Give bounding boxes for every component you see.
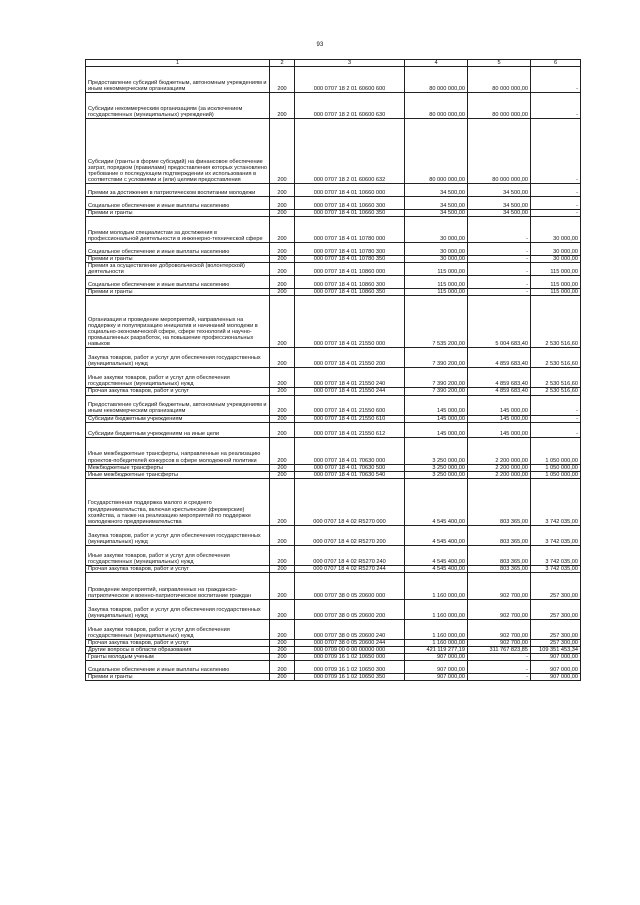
table-row [86, 464, 581, 471]
row-value-cell: 30 000,00 [405, 256, 468, 263]
row-value-cell: 257 300,00 [531, 572, 581, 599]
row-name-cell: Иные закупки товаров, работ и услуг для обеспечения государственных (муниципальных) нужд [86, 545, 270, 565]
row-classification-cell: 000 0707 18 4 01 21550 612 [295, 422, 405, 437]
table-row [86, 197, 581, 210]
row-classification-cell: 000 0707 18 4 01 10860 000 [295, 263, 405, 276]
row-value-cell: 7 535 200,00 [405, 296, 468, 348]
row-code-cell: 200 [270, 243, 295, 256]
row-value-cell: 4 545 400,00 [405, 565, 468, 572]
row-classification-cell: 000 0707 18 4 01 21550 200 [295, 348, 405, 368]
row-value-cell: 115 000,00 [405, 276, 468, 289]
row-value-cell: 3 250 000,00 [405, 464, 468, 471]
row-value-cell: 902 700,00 [468, 572, 531, 599]
row-code-cell: 200 [270, 256, 295, 263]
row-classification-cell: 000 0707 18 4 01 21550 610 [295, 415, 405, 422]
row-classification-cell: 000 0707 38 0 05 20600 200 [295, 599, 405, 619]
table-row [86, 388, 581, 395]
row-classification-cell: 000 0707 18 4 01 21550 240 [295, 368, 405, 388]
row-value-cell: - [531, 415, 581, 422]
row-code-cell: 200 [270, 348, 295, 368]
table-row [86, 661, 581, 674]
row-value-cell: 115 000,00 [405, 263, 468, 276]
row-value-cell: 1 050 000,00 [531, 464, 581, 471]
row-code-cell: 200 [270, 263, 295, 276]
row-name-cell: Закупка товаров, работ и услуг для обеспечения государственных (муниципальных) нужд [86, 348, 270, 368]
table-row [86, 217, 581, 243]
row-value-cell: 2 200 000,00 [468, 437, 531, 464]
row-name-cell: Социальное обеспечение и иные выплаты населению [86, 197, 270, 210]
column-header: 2 [270, 60, 295, 67]
row-name-cell: Закупка товаров, работ и услуг для обеспечения государственных (муниципальных) нужд [86, 599, 270, 619]
row-name-cell: Премия за осуществление добровольческой (волонтерской) деятельности [86, 263, 270, 276]
row-value-cell: - [531, 422, 581, 437]
row-value-cell: 34 500,00 [468, 197, 531, 210]
row-value-cell: 1 050 000,00 [531, 471, 581, 478]
row-classification-cell: 000 0707 18 4 01 21550 000 [295, 296, 405, 348]
row-value-cell: 902 700,00 [468, 599, 531, 619]
row-value-cell: 1 160 000,00 [405, 619, 468, 639]
row-value-cell: - [531, 395, 581, 415]
row-name-cell: Иные закупки товаров, работ и услуг для обеспечения государственных (муниципальных) нужд [86, 619, 270, 639]
row-name-cell: Премии за достижения в патриотическом воспитании молодежи [86, 184, 270, 197]
row-value-cell: 7 390 200,00 [405, 388, 468, 395]
row-value-cell: 4 859 683,40 [468, 348, 531, 368]
row-classification-cell: 000 0709 16 1 02 10650 300 [295, 661, 405, 674]
row-value-cell: 145 000,00 [468, 415, 531, 422]
row-value-cell: 803 365,00 [468, 478, 531, 525]
row-classification-cell: 000 0707 18 4 01 10780 000 [295, 217, 405, 243]
row-classification-cell: 000 0707 18 4 02 R5270 000 [295, 478, 405, 525]
row-code-cell: 200 [270, 464, 295, 471]
row-value-cell: 30 000,00 [405, 217, 468, 243]
row-name-cell: Премии и гранты [86, 674, 270, 681]
row-code-cell: 200 [270, 619, 295, 639]
table-row [86, 415, 581, 422]
row-code-cell: 200 [270, 276, 295, 289]
row-name-cell: Премии и гранты [86, 289, 270, 296]
table-row [86, 368, 581, 388]
row-code-cell: 200 [270, 639, 295, 646]
row-value-cell: 3 250 000,00 [405, 471, 468, 478]
row-value-cell: - [468, 217, 531, 243]
row-code-cell: 200 [270, 437, 295, 464]
page-number: 93 [316, 42, 324, 48]
row-classification-cell: 000 0707 18 4 01 70630 000 [295, 437, 405, 464]
row-value-cell: - [531, 210, 581, 217]
row-classification-cell: 000 0707 18 4 01 10780 300 [295, 243, 405, 256]
row-code-cell: 200 [270, 661, 295, 674]
row-name-cell: Субсидии некоммерческим организациям (за исключением государственных (муниципальных) учреждений) [86, 93, 270, 119]
row-value-cell: 2 530 516,60 [531, 348, 581, 368]
row-name-cell: Прочая закупка товаров, работ и услуг [86, 388, 270, 395]
row-value-cell: 145 000,00 [405, 422, 468, 437]
row-code-cell: 200 [270, 654, 295, 661]
row-value-cell: 902 700,00 [468, 639, 531, 646]
row-value-cell: 907 000,00 [531, 674, 581, 681]
row-value-cell: 145 000,00 [405, 415, 468, 422]
row-value-cell: 902 700,00 [468, 619, 531, 639]
row-name-cell: Субсидии бюджетным учреждениям на иные цели [86, 422, 270, 437]
row-code-cell: 200 [270, 289, 295, 296]
row-name-cell: Иные закупки товаров, работ и услуг для обеспечения государственных (муниципальных) нужд [86, 368, 270, 388]
row-name-cell: Социальное обеспечение и иные выплаты населению [86, 276, 270, 289]
table-row [86, 119, 581, 184]
row-value-cell: 2 200 000,00 [468, 464, 531, 471]
row-classification-cell: 000 0707 18 4 01 70630 540 [295, 471, 405, 478]
row-value-cell: - [468, 243, 531, 256]
row-value-cell: 34 500,00 [468, 210, 531, 217]
row-value-cell: 145 000,00 [468, 395, 531, 415]
column-header: 6 [531, 60, 581, 67]
row-value-cell: 115 000,00 [531, 276, 581, 289]
row-code-cell: 200 [270, 217, 295, 243]
table-row [86, 348, 581, 368]
row-code-cell: 200 [270, 415, 295, 422]
row-code-cell: 200 [270, 197, 295, 210]
row-code-cell: 200 [270, 545, 295, 565]
row-classification-cell: 000 0707 38 0 05 20600 240 [295, 619, 405, 639]
row-classification-cell: 000 0707 18 4 01 10860 350 [295, 289, 405, 296]
row-value-cell: 30 000,00 [531, 256, 581, 263]
table-row [86, 263, 581, 276]
table-row [86, 545, 581, 565]
row-code-cell: 200 [270, 67, 295, 93]
row-value-cell: 907 000,00 [531, 661, 581, 674]
row-value-cell: 5 004 683,40 [468, 296, 531, 348]
row-name-cell: Премии и гранты [86, 210, 270, 217]
row-code-cell: 200 [270, 368, 295, 388]
row-classification-cell: 000 0707 18 4 01 21550 600 [295, 395, 405, 415]
row-value-cell: 80 000 000,00 [468, 93, 531, 119]
table-row [86, 478, 581, 525]
table-row [86, 639, 581, 646]
row-name-cell: Социальное обеспечение и иные выплаты населению [86, 243, 270, 256]
row-value-cell: - [468, 256, 531, 263]
row-value-cell: 30 000,00 [531, 217, 581, 243]
column-header: 5 [468, 60, 531, 67]
row-value-cell: - [468, 654, 531, 661]
row-code-cell: 200 [270, 599, 295, 619]
row-classification-cell: 000 0707 38 0 05 20600 000 [295, 572, 405, 599]
table-row [86, 674, 581, 681]
table-row [86, 619, 581, 639]
row-name-cell: Межбюджетные трансферты [86, 464, 270, 471]
row-name-cell: Предоставление субсидий бюджетным, автономным учреждениям и иным некоммерческим организациям [86, 395, 270, 415]
row-value-cell: 3 250 000,00 [405, 437, 468, 464]
table-row [86, 437, 581, 464]
row-value-cell: 1 160 000,00 [405, 599, 468, 619]
table-row [86, 654, 581, 661]
budget-table [85, 59, 581, 681]
row-value-cell: - [531, 119, 581, 184]
row-value-cell: 2 530 516,60 [531, 368, 581, 388]
row-name-cell: Организация и проведение мероприятий, направленных на поддержку и популяризацию инициатив и начинаний молодежи в социально-экономической сфере, сфере технологий и научно-промышленных разработок, на повышение профессиональных навыков [86, 296, 270, 348]
row-value-cell: 2 530 516,60 [531, 388, 581, 395]
row-value-cell: 145 000,00 [405, 395, 468, 415]
row-name-cell: Прочая закупка товаров, работ и услуг [86, 639, 270, 646]
row-value-cell: 115 000,00 [405, 289, 468, 296]
table-row [86, 296, 581, 348]
row-name-cell: Иные межбюджетные трансферты, направленные на реализацию проектов-победителей конкурсов в сфере молодежной политики [86, 437, 270, 464]
row-value-cell: 257 300,00 [531, 599, 581, 619]
row-value-cell: 34 500,00 [405, 184, 468, 197]
row-name-cell: Государственная поддержка малого и среднего предпринимательства, включая крестьянские (фермерские) хозяйства, а также на реализацию мероприятий по поддержке молодежного предпринимательства [86, 478, 270, 525]
row-classification-cell: 000 0707 18 2 01 60600 632 [295, 119, 405, 184]
row-name-cell: Премии и гранты [86, 256, 270, 263]
row-value-cell: 3 742 035,00 [531, 525, 581, 545]
row-code-cell: 200 [270, 93, 295, 119]
row-value-cell: 80 000 000,00 [405, 93, 468, 119]
row-value-cell: 80 000 000,00 [405, 67, 468, 93]
table-row [86, 67, 581, 93]
row-value-cell: - [468, 661, 531, 674]
table-row [86, 525, 581, 545]
table-row [86, 572, 581, 599]
row-value-cell: 2 530 516,60 [531, 296, 581, 348]
column-header: 3 [295, 60, 405, 67]
row-value-cell: 803 365,00 [468, 545, 531, 565]
table-row [86, 395, 581, 415]
row-classification-cell: 000 0707 18 4 02 R5270 244 [295, 565, 405, 572]
row-value-cell: 1 160 000,00 [405, 639, 468, 646]
row-code-cell: 200 [270, 184, 295, 197]
row-value-cell: 907 000,00 [405, 674, 468, 681]
row-value-cell: 30 000,00 [405, 243, 468, 256]
row-code-cell: 200 [270, 395, 295, 415]
row-code-cell: 200 [270, 422, 295, 437]
table-row [86, 276, 581, 289]
row-name-cell: Гранты молодым ученым [86, 654, 270, 661]
row-classification-cell: 000 0707 18 4 01 10660 300 [295, 197, 405, 210]
row-classification-cell: 000 0707 18 2 01 60600 600 [295, 67, 405, 93]
table-body [86, 67, 581, 681]
row-code-cell: 200 [270, 647, 295, 654]
row-value-cell: 907 000,00 [405, 661, 468, 674]
row-value-cell: 4 545 400,00 [405, 478, 468, 525]
row-name-cell: Прочая закупка товаров, работ и услуг [86, 565, 270, 572]
row-value-cell: - [468, 289, 531, 296]
row-value-cell: - [531, 197, 581, 210]
row-classification-cell: 000 0709 16 1 02 10650 000 [295, 654, 405, 661]
column-header: 4 [405, 60, 468, 67]
row-name-cell: Субсидии бюджетным учреждениям [86, 415, 270, 422]
row-value-cell: - [531, 184, 581, 197]
row-value-cell: - [468, 263, 531, 276]
row-value-cell: 7 390 200,00 [405, 348, 468, 368]
row-value-cell: 30 000,00 [531, 243, 581, 256]
row-name-cell: Закупка товаров, работ и услуг для обеспечения государственных (муниципальных) нужд [86, 525, 270, 545]
table-row [86, 210, 581, 217]
table-row [86, 184, 581, 197]
row-value-cell: 34 500,00 [468, 184, 531, 197]
row-code-cell: 200 [270, 388, 295, 395]
row-name-cell: Иные межбюджетные трансферты [86, 471, 270, 478]
row-value-cell: 3 742 035,00 [531, 565, 581, 572]
table-row [86, 599, 581, 619]
row-value-cell: 4 859 683,40 [468, 388, 531, 395]
row-value-cell: 7 390 200,00 [405, 368, 468, 388]
table-row [86, 256, 581, 263]
row-code-cell: 200 [270, 296, 295, 348]
row-code-cell: 200 [270, 471, 295, 478]
table-row [86, 471, 581, 478]
row-value-cell: 257 300,00 [531, 639, 581, 646]
table-row [86, 243, 581, 256]
row-value-cell: 2 200 000,00 [468, 471, 531, 478]
row-classification-cell: 000 0707 18 2 01 60600 630 [295, 93, 405, 119]
row-classification-cell: 000 0707 18 4 01 70630 500 [295, 464, 405, 471]
row-value-cell: 115 000,00 [531, 263, 581, 276]
row-code-cell: 200 [270, 210, 295, 217]
row-value-cell: 3 742 035,00 [531, 545, 581, 565]
row-value-cell: - [468, 276, 531, 289]
row-classification-cell: 000 0707 18 4 02 R5270 240 [295, 545, 405, 565]
row-value-cell: 421 119 277,19 [405, 647, 468, 654]
table-row [86, 565, 581, 572]
row-value-cell: 907 000,00 [531, 654, 581, 661]
row-value-cell: 803 365,00 [468, 525, 531, 545]
row-code-cell: 200 [270, 565, 295, 572]
row-value-cell: 4 859 683,40 [468, 368, 531, 388]
row-value-cell: 3 742 035,00 [531, 478, 581, 525]
row-value-cell: 34 500,00 [405, 210, 468, 217]
row-classification-cell: 000 0707 18 4 01 10860 300 [295, 276, 405, 289]
row-value-cell: 311 767 823,85 [468, 647, 531, 654]
row-value-cell: 145 000,00 [468, 422, 531, 437]
row-value-cell: 109 351 453,34 [531, 647, 581, 654]
table-row [86, 422, 581, 437]
row-value-cell: 1 050 000,00 [531, 437, 581, 464]
row-value-cell: - [531, 67, 581, 93]
row-name-cell: Другие вопросы в области образования [86, 647, 270, 654]
row-value-cell: 907 000,00 [405, 654, 468, 661]
row-classification-cell: 000 0707 18 4 01 10660 000 [295, 184, 405, 197]
row-value-cell: 4 545 400,00 [405, 525, 468, 545]
table-row [86, 93, 581, 119]
row-classification-cell: 000 0707 18 4 02 R5270 200 [295, 525, 405, 545]
row-value-cell: 80 000 000,00 [468, 119, 531, 184]
table-row [86, 289, 581, 296]
row-value-cell: 34 500,00 [405, 197, 468, 210]
row-name-cell: Предоставление субсидий бюджетным, автономным учреждениям и иным некоммерческим организациям [86, 67, 270, 93]
row-name-cell: Субсидии (гранты в форме субсидий) на финансовое обеспечение затрат, порядком (правилами) предоставления которых установлено требование о последующем подтверждении их использования в соответствии с условиями и (или) целями предоставления [86, 119, 270, 184]
row-classification-cell: 000 0707 18 4 01 21550 244 [295, 388, 405, 395]
row-value-cell: - [531, 93, 581, 119]
row-value-cell: 115 000,00 [531, 289, 581, 296]
row-code-cell: 200 [270, 478, 295, 525]
table-header-row [86, 60, 581, 67]
row-classification-cell: 000 0709 00 0 00 00000 000 [295, 647, 405, 654]
row-classification-cell: 000 0707 18 4 01 10780 350 [295, 256, 405, 263]
row-value-cell: 80 000 000,00 [405, 119, 468, 184]
row-code-cell: 200 [270, 674, 295, 681]
row-value-cell: - [468, 674, 531, 681]
row-value-cell: 4 545 400,00 [405, 545, 468, 565]
row-code-cell: 200 [270, 572, 295, 599]
row-value-cell: 80 000 000,00 [468, 67, 531, 93]
row-value-cell: 257 300,00 [531, 619, 581, 639]
row-name-cell: Проведение мероприятий, направленных на гражданско-патриотическое и военно-патриотическое воспитание граждан [86, 572, 270, 599]
row-classification-cell: 000 0709 16 1 02 10650 350 [295, 674, 405, 681]
row-name-cell: Социальное обеспечение и иные выплаты населению [86, 661, 270, 674]
row-name-cell: Премии молодым специалистам за достижения в профессиональной деятельности в инженерно-технической сфере [86, 217, 270, 243]
row-code-cell: 200 [270, 525, 295, 545]
row-value-cell: 803 365,00 [468, 565, 531, 572]
table-row [86, 647, 581, 654]
row-classification-cell: 000 0707 38 0 05 20600 244 [295, 639, 405, 646]
row-value-cell: 1 160 000,00 [405, 572, 468, 599]
column-header: 1 [86, 60, 270, 67]
row-code-cell: 200 [270, 119, 295, 184]
row-classification-cell: 000 0707 18 4 01 10660 350 [295, 210, 405, 217]
